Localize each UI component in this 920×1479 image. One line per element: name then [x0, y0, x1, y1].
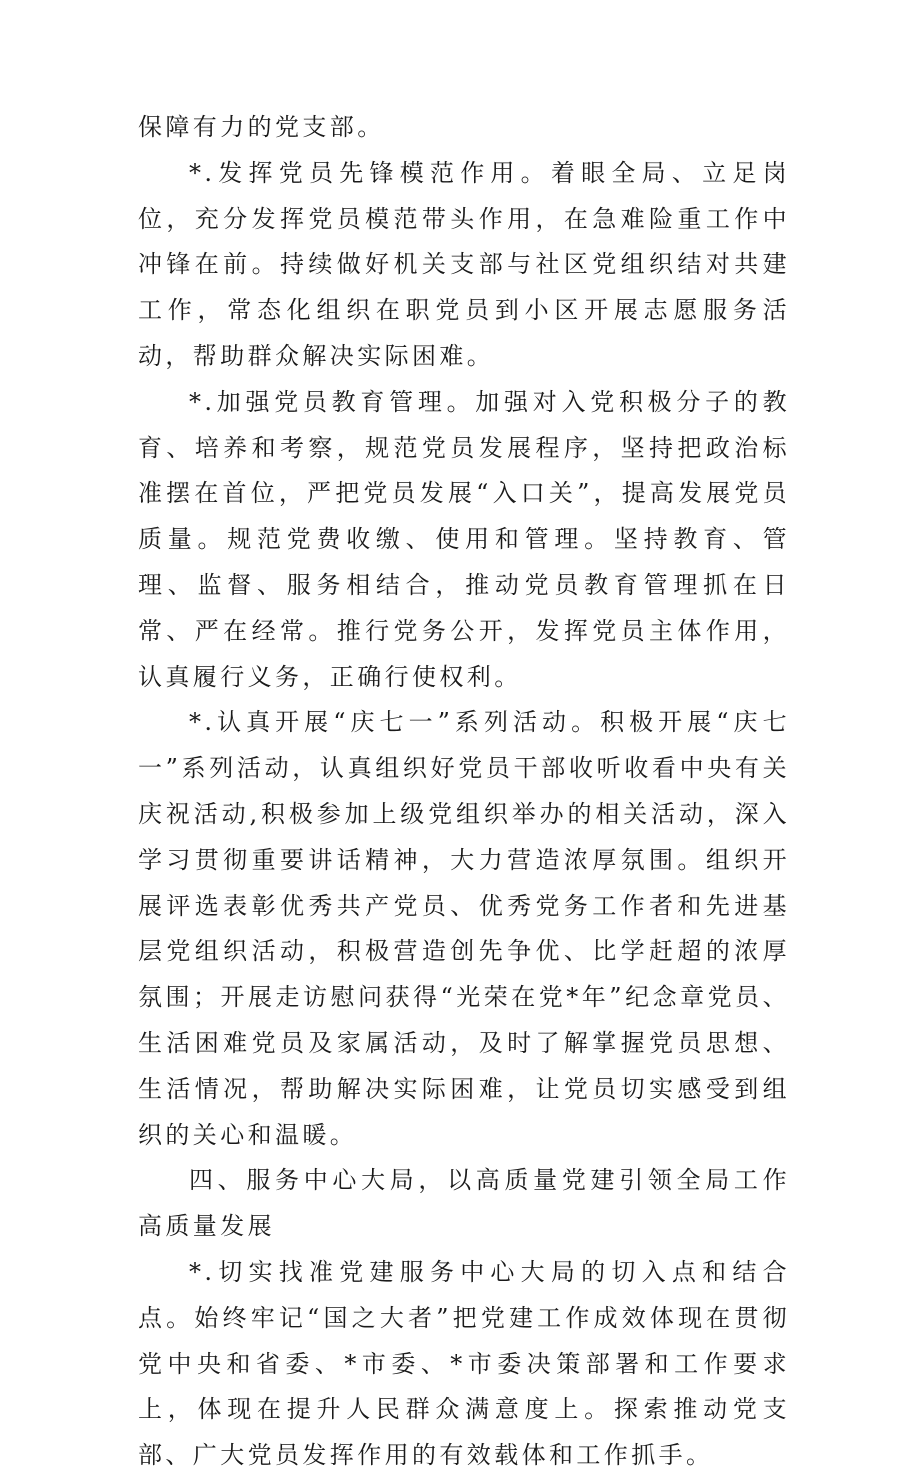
document-page — [138, 105, 790, 1479]
section-heading-four: 四、服务中心大局，以高质量党建引领全局工作高质量发展 — [138, 1166, 790, 1241]
paragraph-member-education: *.加强党员教育管理。加强对入党积极分子的教育、培养和考察，规范党员发展程序，坚持把政治标准摆在首位，严把党员发展“入口关”，提高发展党员质量。规范党费收缴、使用和管理。坚持教育、管理、监督、服务相结合，推动党员教育管理抓在日常、严在经常。推行党务公开，发挥党员主体作用，认真履行义务，正确行使权利。 — [138, 387, 790, 691]
paragraph-service-center: *.切实找准党建服务中心大局的切入点和结合点。始终牢记“国之大者”把党建工作成效体现在贯彻党中央和省委、*市委、*市委决策部署和工作要求上，体现在提升人民群众满意度上。探索推动党支部、广大党员发挥作用的有效载体和工作抓手。 — [138, 1257, 790, 1470]
paragraph-july-first-activities: *.认真开展“庆七一”系列活动。积极开展“庆七一”系列活动，认真组织好党员干部收听收看中央有关庆祝活动,积极参加上级党组织举办的相关活动，深入学习贯彻重要讲话精神，大力营造浓厚氛围。组织开展评选表彰优秀共产党员、优秀党务工作者和先进基层党组织活动，积极营造创先争优、比学赶超的浓厚氛围；开展走访慰问获得“光荣在党*年”纪念章党员、生活困难党员及家属活动，及时了解掌握党员思想、生活情况，帮助解决实际困难，让党员切实感受到组织的关心和温暖。 — [138, 708, 790, 1149]
paragraph-continuation: 保障有力的党支部。 — [138, 113, 385, 141]
paragraph-vanguard-role: *.发挥党员先锋模范作用。着眼全局、立足岗位，充分发挥党员模范带头作用，在急难险重工作中冲锋在前。持续做好机关支部与社区党组织结对共建工作，常态化组织在职党员到小区开展志愿服务活动，帮助群众解决实际困难。 — [138, 158, 790, 370]
